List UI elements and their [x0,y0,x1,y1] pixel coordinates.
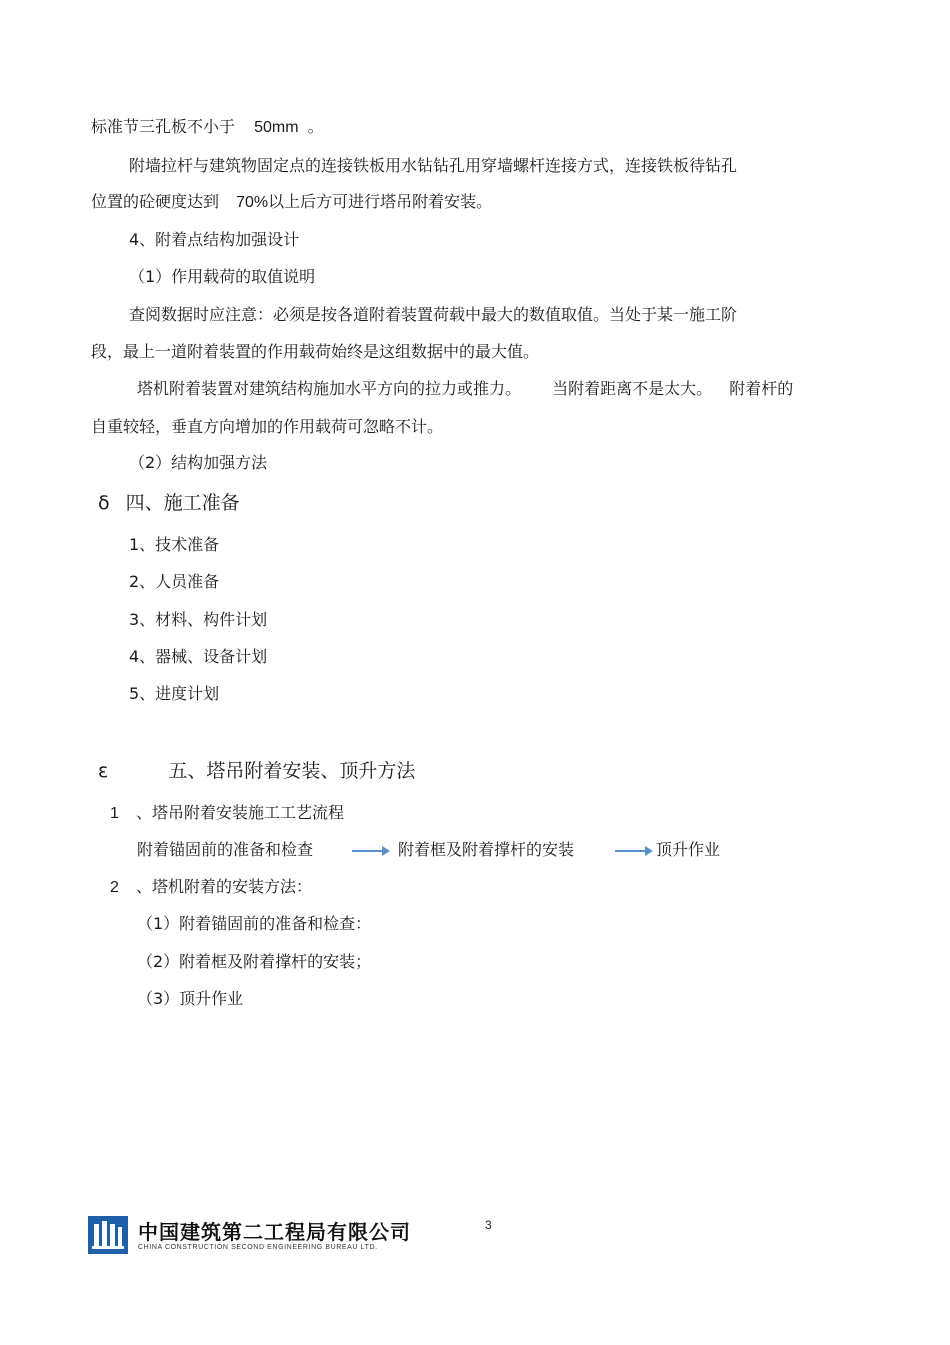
list-item: 1、技术准备 [129,535,220,554]
flow-step: 附着锚固前的准备和检查 [137,840,314,859]
paragraph-line: 附墙拉杆与建筑物固定点的连接铁板用水钻钻孔用穿墙螺杆连接方式，连接铁板待钻孔 [129,156,738,175]
arrow-right-icon [352,845,390,857]
company-name-cn: 中国建筑第二工程局有限公司 [138,1220,411,1244]
subsection-heading: （2）结构加强方法 [129,453,268,472]
value: 50mm [254,119,299,136]
text: 附着杆的 [729,379,794,398]
arrow-head [382,846,390,856]
list-item: 3、材料、构件计划 [129,610,268,629]
section-title: 、塔吊附着安装施工工艺流程 [136,803,345,822]
flow-step: 附着框及附着撑杆的安装 [398,840,575,859]
logo-glyph-icon [88,1216,128,1254]
list-item: 5、进度计划 [129,684,220,703]
text: 当附着距离不是太大。 [552,379,713,398]
list-item: （2）附着框及附着撑杆的安装； [137,952,372,971]
text: 。 [307,117,324,136]
paragraph-line: 自重较轻，垂直方向增加的作用载荷可忽略不计。 [91,417,444,436]
section-heading [110,802,344,825]
heading-mark: ε [98,760,109,782]
text: 塔机附着装置对建筑结构施加水平方向的拉力或推力。 [137,379,522,398]
list-item: （3）顶升作业 [137,989,244,1008]
text: 位置的砼硬度达到 [91,192,220,211]
heading-title: 五、塔吊附着安装、顶升方法 [168,760,416,782]
section-title: 、塔机附着的安装方法： [136,877,313,896]
text: 以上后方可进行塔吊附着安装。 [268,192,493,211]
subsection-heading: （1）作用载荷的取值说明 [129,267,316,286]
value: 70% [236,194,269,211]
text: 标准节三孔板不小于 [91,117,236,136]
chapter-heading [98,758,415,784]
section-number: 1 [110,805,119,822]
paragraph-line [91,191,492,214]
page-number: 3 [485,1218,492,1232]
company-logo [88,1214,410,1258]
logo-mark-icon [88,1216,128,1254]
paragraph-line: 查阅数据时应注意：必须是按各道附着装置荷载中最大的数值取值。当处于某一施工阶 [129,305,738,324]
chapter-heading [98,490,240,516]
section-number: 2 [110,879,119,896]
arrow-head [645,846,653,856]
heading-title: 四、施工准备 [125,492,240,514]
list-item: （1）附着锚固前的准备和检查： [137,914,372,933]
paragraph-line [137,378,793,400]
list-item: 4、器械、设备计划 [129,647,268,666]
section-heading [110,876,312,899]
flow-step: 顶升作业 [656,840,721,859]
company-name-en: CHINA CONSTRUCTION SECOND ENGINEERING BUREAU LTD. [138,1244,378,1251]
heading-mark: δ [98,492,110,514]
paragraph-line [91,116,324,139]
paragraph-line: 段，最上一道附着装置的作用载荷始终是这组数据中的最大值。 [91,342,540,361]
arrow-right-icon [615,845,653,857]
list-item: 2、人员准备 [129,572,220,591]
section-heading: 4、附着点结构加强设计 [129,230,300,249]
